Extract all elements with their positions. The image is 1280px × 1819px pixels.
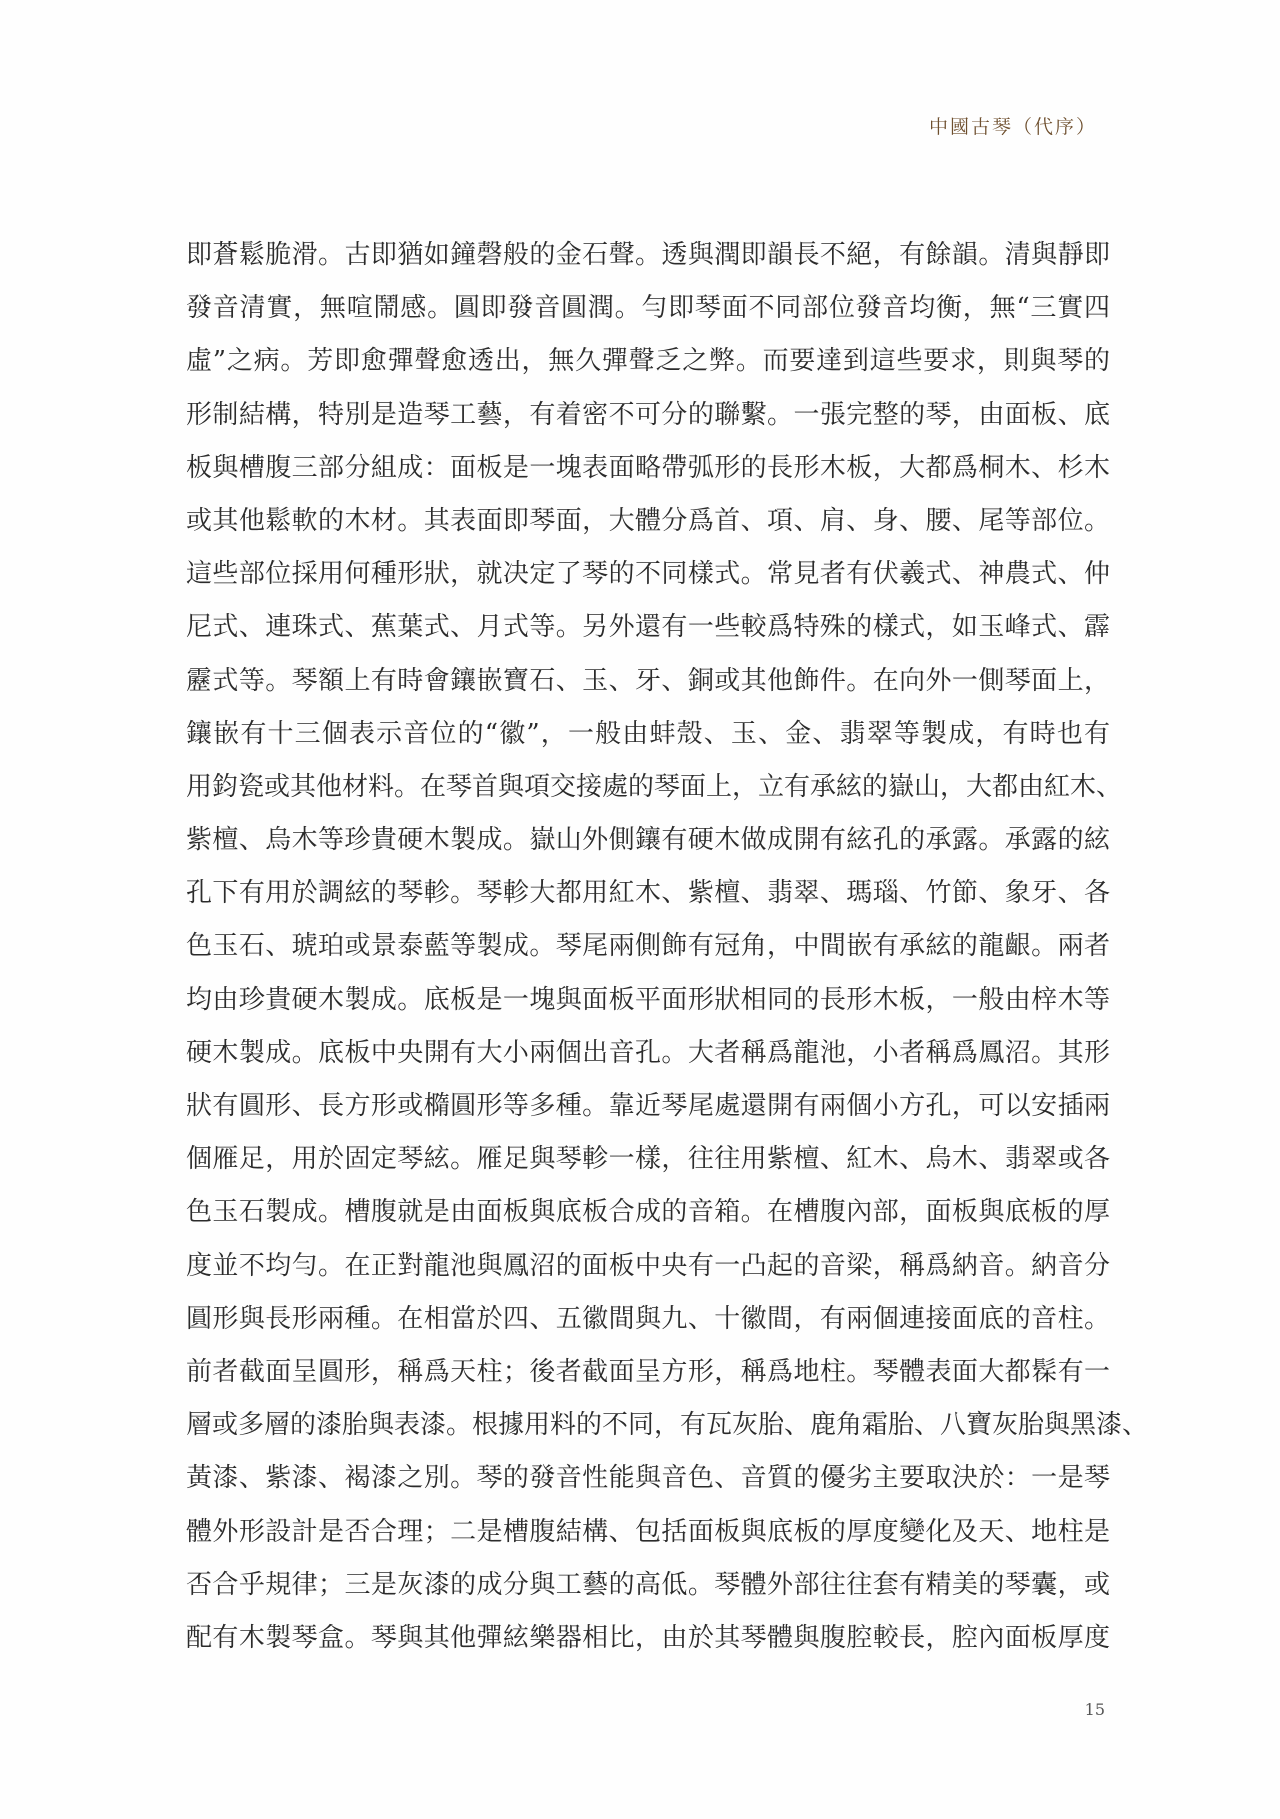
- text-line: 圓形與長形兩種。在相當於四、五徽間與九、十徽間，有兩個連接面底的音柱。: [186, 1303, 1110, 1334]
- text-line: 這些部位採用何種形狀，就决定了琴的不同樣式。常見者有伏羲式、神農式、仲: [186, 559, 1110, 590]
- text-line: 前者截面呈圓形，稱爲天柱；後者截面呈方形，稱爲地柱。琴體表面大都髹有一: [186, 1356, 1110, 1387]
- text-line: 或其他鬆軟的木材。其表面即琴面，大體分爲首、項、肩、身、腰、尾等部位。: [186, 505, 1110, 536]
- text-line: 用鈞瓷或其他材料。在琴首與項交接處的琴面上，立有承絃的嶽山，大都由紅木、: [186, 771, 1123, 802]
- text-line: 黃漆、紫漆、褐漆之別。琴的發音性能與音色、音質的優劣主要取決於：一是琴: [186, 1463, 1110, 1494]
- text-line: 層或多層的漆胎與表漆。根據用料的不同，有瓦灰胎、鹿角霜胎、八寶灰胎與黑漆、: [186, 1410, 1149, 1441]
- page-number: 15: [1084, 1700, 1105, 1719]
- text-line: 即蒼鬆脆滑。古即猶如鐘磬般的金石聲。透與潤即韻長不絕，有餘韻。清與靜即: [186, 240, 1110, 270]
- text-line: 形制結構，特別是造琴工藝，有着密不可分的聯繫。一張完整的琴，由面板、底: [186, 399, 1110, 430]
- text-line: 孔下有用於調絃的琴軫。琴軫大都用紅木、紫檀、翡翠、瑪瑙、竹節、象牙、各: [186, 878, 1110, 909]
- text-line: 狀有圓形、長方形或橢圓形等多種。靠近琴尾處還開有兩個小方孔，可以安插兩: [186, 1091, 1110, 1121]
- text-line: 靂式等。琴額上有時會鑲嵌寶石、玉、牙、銅或其他飾件。在向外一側琴面上，: [186, 665, 1110, 696]
- text-line: 紫檀、烏木等珍貴硬木製成。嶽山外側鑲有硬木做成開有絃孔的承露。承露的絃: [186, 825, 1110, 856]
- text-line: 否合乎規律；三是灰漆的成分與工藝的高低。琴體外部往往套有精美的琴囊，或: [186, 1569, 1110, 1600]
- text-line: 虛”之病。芳即愈彈聲愈透出，無久彈聲乏之弊。而要達到這些要求，則與琴的: [186, 346, 1110, 377]
- text-line: 色玉石製成。槽腹就是由面板與底板合成的音箱。在槽腹內部，面板與底板的厚: [186, 1197, 1110, 1228]
- text-line: 配有木製琴盒。琴與其他彈絃樂器相比，由於其琴體與腹腔較長，腔內面板厚度: [186, 1622, 1110, 1653]
- text-line: 體外形設計是否合理；二是槽腹結構、包括面板與底板的厚度變化及天、地柱是: [186, 1516, 1110, 1547]
- text-line: 鑲嵌有十三個表示音位的“徽”，一般由蚌殼、玉、金、翡翠等製成，有時也有: [186, 718, 1110, 749]
- text-line: 均由珍貴硬木製成。底板是一塊與面板平面形狀相同的長形木板，一般由梓木等: [186, 984, 1110, 1015]
- text-line: 個雁足，用於固定琴絃。雁足與琴軫一樣，往往用紫檀、紅木、烏木、翡翠或各: [186, 1144, 1110, 1175]
- running-header: 中國古琴（代序）: [928, 116, 1097, 138]
- body-text: [186, 229, 1149, 1665]
- text-line: 色玉石、琥珀或景泰藍等製成。琴尾兩側飾有冠角，中間嵌有承絃的龍齦。兩者: [186, 931, 1110, 962]
- text-line: 尼式、連珠式、蕉葉式、月式等。另外還有一些較爲特殊的樣式，如玉峰式、霹: [186, 612, 1110, 643]
- text-line: 度並不均勻。在正對龍池與鳳沼的面板中央有一凸起的音梁，稱爲納音。納音分: [186, 1250, 1110, 1281]
- text-line: 發音清實，無喧鬧感。圓即發音圓潤。勻即琴面不同部位發音均衡，無“三實四: [186, 293, 1110, 324]
- text-line: 硬木製成。底板中央開有大小兩個出音孔。大者稱爲龍池，小者稱爲鳳沼。其形: [186, 1037, 1110, 1068]
- text-line: 板與槽腹三部分組成：面板是一塊表面略帶弧形的長形木板，大都爲桐木、杉木: [186, 452, 1110, 483]
